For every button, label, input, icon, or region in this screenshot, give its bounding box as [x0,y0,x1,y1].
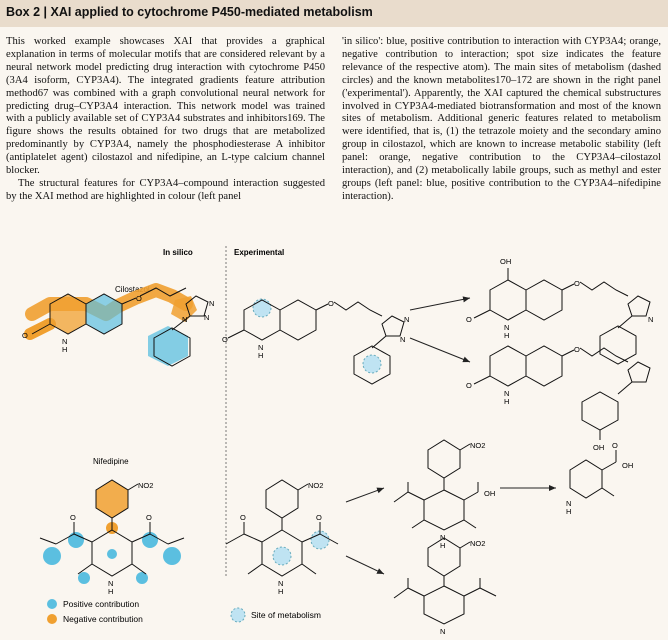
atom-H: H [440,541,446,550]
atom-NO2: NO2 [138,481,154,490]
atom-N: N [182,315,188,324]
box-title: Box 2 | XAI applied to cytochrome P450-mediated metabolism [6,5,373,19]
atom-O: O [574,279,580,288]
panel-title-experimental: Experimental [234,248,285,257]
atom-N: N [440,533,446,542]
atom-H: H [504,397,510,406]
atom-N: N [62,337,68,346]
atom-NO2: NO2 [470,441,486,450]
compound-label-nifedipine: Nifedipine [93,457,129,466]
text-column-right [342,36,661,204]
cilostazol-metabolite-1 [474,268,650,364]
nifedipine-sites-of-metabolism [273,531,329,565]
atom-O: O [574,345,580,354]
atom-N: N [209,299,215,308]
atom-O: O [222,335,228,344]
atom-O: O [328,299,334,308]
atom-N: N [404,315,410,324]
legend-site-label: Site of metabolism [251,610,321,620]
atom-N: N [108,579,114,588]
legend-swatch-negative [47,614,57,624]
atom-N: N [258,343,264,352]
atom-O: O [22,331,28,340]
atom-H: H [258,351,264,360]
atom-O: O [316,513,322,522]
atom-O: O [240,513,246,522]
atom-N: N [566,499,572,508]
atom-OH: OH [593,443,605,452]
metabolism-arrow [410,338,470,362]
legend-swatch-site [231,608,245,622]
compound-label-cilostazol: Cilostazol [115,285,150,294]
atom-H: H [62,345,68,354]
metabolism-arrow [346,556,384,574]
nifedipine-metabolite-fragment [570,450,616,498]
nifedipine-metabolite-1 [394,440,478,530]
paragraph: This worked example showcases XAI that provides a graphical explanation in terms of molecular motifs that are considered relevant by a neural network model predicting drug interaction with cytochrome P450 (3A4 isoform, CYP3A4). The integrated gradients feature attribution method67 was combined with a graph convolutional neural network for predicting drug–CYP3A4 interaction. This network model was trained with a publicly available set of CYP3A4 substrates and inhibitors169. The figure shows the results obtained for two drugs that are metabolized predominantly by CYP3A4, namely the phosphodiesterase A inhibitor (antiplatelet agent) cilostazol and nifedipine, an L-type calcium channel blocker. [6,36,325,177]
atom-OH: OH [622,461,634,470]
cilostazol-sites-of-metabolism [253,299,381,373]
atom-NO2: NO2 [470,539,486,548]
atom-N: N [504,389,510,398]
metabolism-arrow [346,488,384,502]
legend-negative-label: Negative contribution [63,614,143,624]
atom-H: H [278,587,284,596]
atom-H: H [108,587,114,596]
atom-OH: OH [500,257,512,266]
atom-O: O [466,381,472,390]
atom-NO2: NO2 [308,481,324,490]
atom-H: H [504,331,510,340]
atom-N: N [504,323,510,332]
atom-O: O [612,441,618,450]
panel-title-in-silico: In silico [163,248,193,257]
atom-O: O [466,315,472,324]
xai-figure [0,238,668,640]
atom-N: N [440,627,446,636]
metabolism-arrow [410,298,470,310]
box-header [0,0,668,27]
atom-O: O [70,513,76,522]
atom-OH: OH [484,489,496,498]
text-column-left [6,36,325,204]
legend-swatch-positive [47,599,57,609]
atom-O: O [146,513,152,522]
atom-N: N [400,335,406,344]
atom-O: O [136,294,142,303]
cilostazol-metabolite-2 [474,346,650,440]
legend-positive-label: Positive contribution [63,599,140,609]
paragraph: 'in silico': blue, positive contribution to interaction with CYP3A4; orange, negative contribution to interaction; spot size indicates the feature relevance of the respective atom). The main sites of metabolism (dashed circles) and the known metabolites170–172 are shown in the right panel ('experimental'). Apparently, the XAI captured the chemical substructures involved in CYP3A4-mediated biotransformation and most of the known sites of metabolism. Additional generic features related to metabolism were identified, that is, (1) the tetrazole moiety and the secondary amino group in cilostazol, which are known to increase metabolic stability (left panel: orange, negative contribution to the CYP3A4–cilostazol interaction), and (2) metabolically labile groups, such as methyl and ester groups (left panel: blue, positive contribution to the CYP3A4–nifedipine interaction). [342,36,661,202]
atom-N: N [278,579,284,588]
atom-N: N [204,313,210,322]
nifedipine-metabolite-2 [394,538,496,624]
atom-N: N [648,315,654,324]
paragraph: The structural features for CYP3A4–compound interaction suggested by the XAI method are highlighted in colour (left panel [6,177,325,202]
nifedipine-highlights [43,480,181,584]
atom-H: H [566,507,572,516]
